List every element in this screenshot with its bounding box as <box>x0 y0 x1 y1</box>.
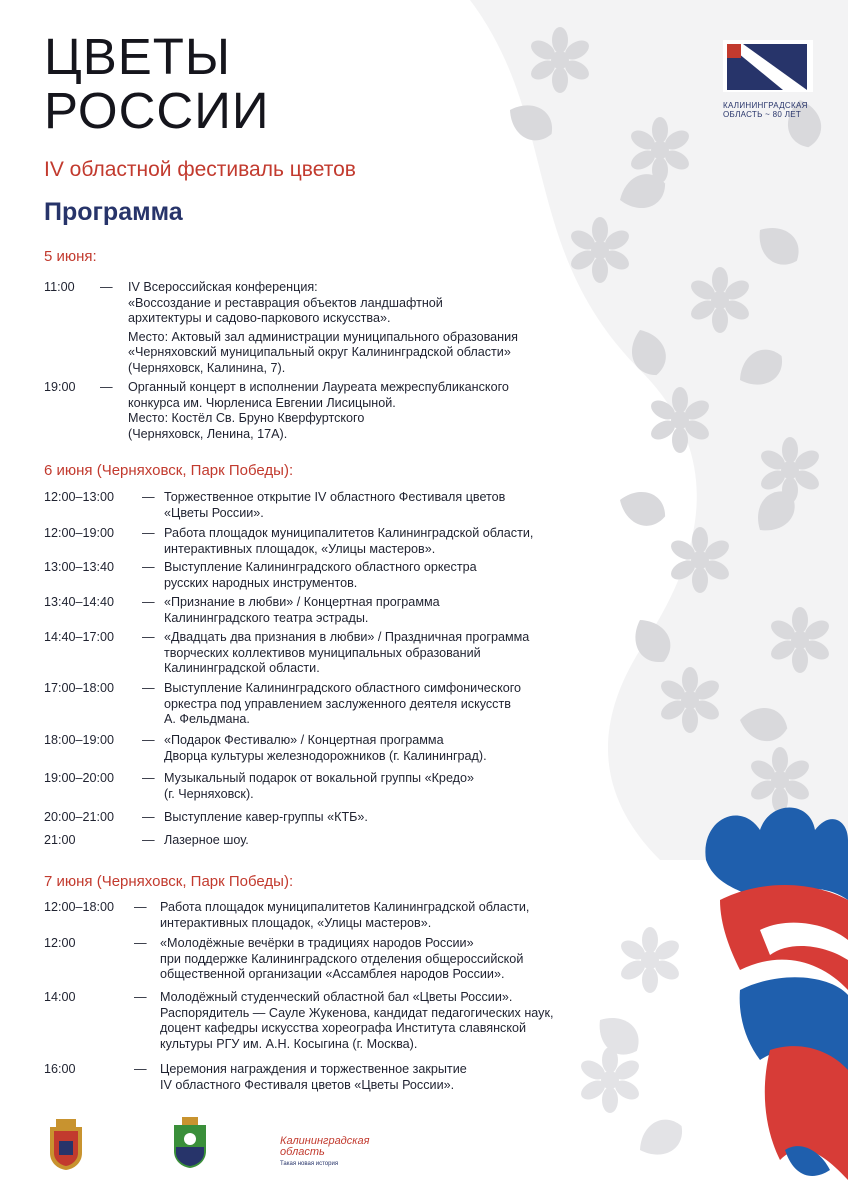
logo-mark-icon <box>723 40 813 92</box>
day-heading-june-6: 6 июня (Черняховск, Парк Победы): <box>44 462 294 479</box>
title-line-1: ЦВЕТЫ <box>44 28 232 85</box>
event-description: IV Всероссийская конференция: «Воссоздание и реставрация объектов ландшафтной архитектуры и садово-паркового искусства». Место: Актовый зал администрации муниципального образования «Черняховский муниципальный округ Калининградской области» (Черняховск, Калинина, 7). <box>128 280 518 375</box>
kaliningrad-coat-of-arms <box>46 1117 86 1176</box>
event-dash: — <box>100 380 113 394</box>
day-heading-june-5: 5 июня: <box>44 248 97 265</box>
program-heading: Программа <box>44 198 183 226</box>
festival-subtitle: IV областной фестиваль цветов <box>44 158 356 181</box>
kaliningrad-region-brand: Калининградская область Такая новая история <box>280 1135 370 1167</box>
chernyakhovsk-coat-of-arms <box>172 1117 208 1174</box>
title-line-2: РОССИИ <box>44 82 270 139</box>
event-dash: — <box>100 280 113 294</box>
city-arms-icon <box>172 1117 208 1169</box>
day-heading-june-7: 7 июня (Черняховск, Парк Победы): <box>44 873 294 890</box>
page-content: ЦВЕТЫ РОССИИ IV областной фестиваль цветов Программа КАЛИНИНГРАДСКАЯ ОБЛАСТЬ ~ 80 ЛЕТ 5 июня: 11:00 — IV Всероссийская конференция: «Воссоздание и реставрация объектов ландшафтной архитектуры и садово-паркового искусства». Место: Актовый зал администрации муниципального образования «Черняховский муниципальный округ Калининградской области» (Черняховск, Калинина, 7). 19:00 — Органный концерт в исполнении Лауреата межреспубликанского конкурса им. Чюрлениса Евгении Лисицыной. Место: Костёл Св. Бруно Кверфуртского (Черняховск, Ленина, 17А). 6 июня (Черняховск, Парк Победы): 12:00–13:00 — Торжественное открытие IV областного Фестиваля цветов «Цветы России». 12:00–19:00 — Работа площадок муниципалитетов Калининградской области, интерактивных площадок, «Улицы мастеров». 13:00–13:40 — Выступление Калининградского областного оркестра русских народных инструментов. 13:40–14:40 — «Признание в любви» / Концертная программа Калининградского театра эстрады. 14:40–17:00 — «Двадцать два признания в любви» / Праздничная программа творческих коллективов муниципальных образований Калининградской области. 17:00–18:00 — Выступление Калининградского областного симфонического оркестра под управлением заслуженного деятеля искусств А. Фельдмана. 18:00–19:00 — «Подарок Фестивалю» / Концертная программа Дворца культуры железнодорожников (г. Калининград). 19:00–20:00 — Музыкальный подарок от вокальной группы «Кредо» (г. Черняховск). 20:00–21:00 — Выступление кавер-группы «КТБ». 21:00 — Лазерное шоу. 7 июня (Черняховск, Парк Победы): 12:00–18:00 — Работа площадок муниципалитетов Калининградской области, интерактивных площадок, «Улицы мастеров». 12:00 — «Молодёжные вечёрки в традициях народов России» при поддержке Калининградского отделения общероссийской общественной организации «Ассамблея народов России». 14:00 — Молодёжный студенческий областной бал «Цветы России». Распорядитель — Сауле Жукенова, кандидат педагогических наук, доцент кафедры искусства хореографа Института славянской культуры РГУ им. А.Н. Косыгина (г. Москва). 16:00 — Церемония награждения и торжественное закрытие IV областного Фестиваля цветов «Цветы России». Калининградская область Такая новая история <box>0 0 848 1200</box>
logo-text: КАЛИНИНГРАДСКАЯ ОБЛАСТЬ ~ 80 ЛЕТ <box>723 101 808 119</box>
region-80-years-logo <box>723 40 815 119</box>
event-description: Органный концерт в исполнении Лауреата межреспубликанского конкурса им. Чюрлениса Евгении Лисицыной. Место: Костёл Св. Бруно Кверфуртского (Черняховск, Ленина, 17А). <box>128 380 509 441</box>
event-time: 11:00 <box>44 280 75 294</box>
page-title <box>44 30 270 138</box>
event-time: 19:00 <box>44 380 76 394</box>
coat-of-arms-icon <box>46 1117 86 1171</box>
